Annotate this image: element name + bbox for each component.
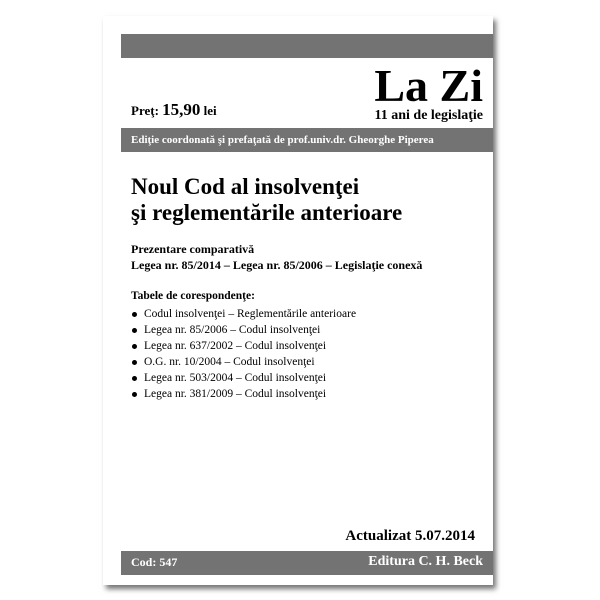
book-title xyxy=(131,174,486,226)
list-item xyxy=(131,354,356,370)
series-title: La Zi xyxy=(374,60,483,111)
price-label: Preţ: xyxy=(131,103,159,118)
list-item xyxy=(131,338,356,354)
editor-note: Ediţie coordonată şi prefaţată de prof.univ.dr. Gheorghe Piperea xyxy=(121,128,493,152)
updated-date: Actualizat 5.07.2014 xyxy=(345,528,475,544)
bullet-icon xyxy=(132,360,137,365)
list-item-text: Legea nr. 503/2004 – Codul insolvenţei xyxy=(144,372,327,384)
book-title-line-2: şi reglementările anterioare xyxy=(131,200,403,225)
list-item xyxy=(131,322,356,338)
tables-list xyxy=(131,306,356,402)
cover-header xyxy=(121,58,493,128)
list-item-text: Legea nr. 637/2002 – Codul insolvenţei xyxy=(144,340,327,352)
list-item-text: Legea nr. 381/2009 – Codul insolvenţei xyxy=(144,388,327,400)
price xyxy=(131,100,217,120)
book-subtitle xyxy=(131,241,422,273)
bullet-icon xyxy=(132,376,137,381)
list-item-text: Legea nr. 85/2006 – Codul insolvenţei xyxy=(144,324,321,336)
bullet-icon xyxy=(132,392,137,397)
book-cover xyxy=(103,16,493,585)
product-code: Cod: 547 xyxy=(131,555,178,569)
list-item-text: Codul insolvenţei – Reglementările anterioare xyxy=(144,308,357,320)
list-item xyxy=(131,386,356,402)
book-subtitle-line-2: Legea nr. 85/2014 – Legea nr. 85/2006 – Legislaţie conexă xyxy=(131,258,423,272)
bullet-icon xyxy=(132,312,137,317)
book-subtitle-line-1: Prezentare comparativă xyxy=(131,242,255,256)
list-item xyxy=(131,370,356,386)
price-currency: lei xyxy=(203,103,217,118)
series-subtitle: 11 ani de legislaţie xyxy=(374,108,483,123)
bullet-icon xyxy=(132,344,137,349)
price-value: 15,90 xyxy=(162,100,201,119)
book-title-line-1: Noul Cod al insolvenţei xyxy=(131,174,360,199)
bottom-band xyxy=(121,551,493,575)
tables-heading: Tabele de corespondenţe: xyxy=(131,290,255,302)
list-item-text: O.G. nr. 10/2004 – Codul insolvenţei xyxy=(144,356,315,368)
publisher: Editura C. H. Beck xyxy=(368,554,483,569)
top-band xyxy=(121,34,493,58)
bullet-icon xyxy=(132,328,137,333)
list-item xyxy=(131,306,356,322)
